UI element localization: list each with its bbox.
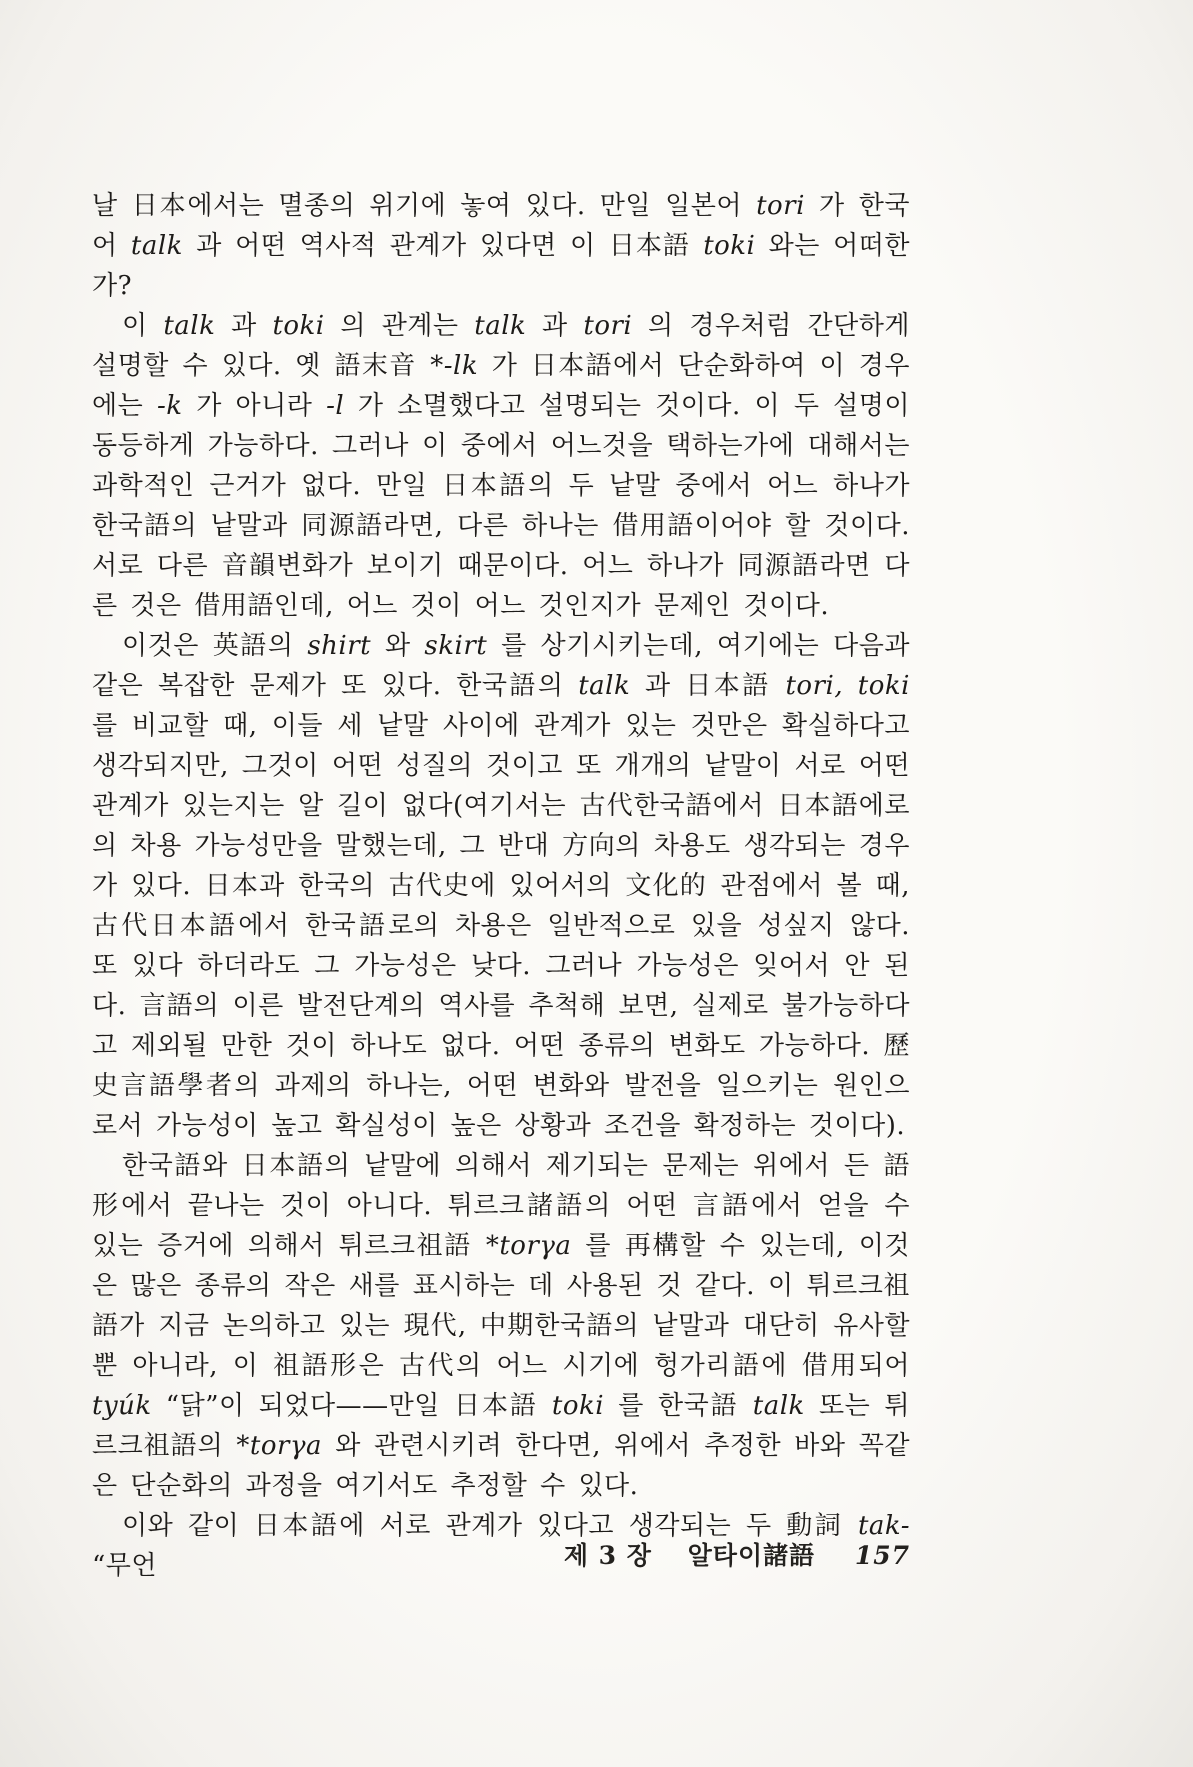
text-run: 이 <box>122 311 164 341</box>
latin-term: tak- <box>857 1511 910 1541</box>
text-run: 과 日本語 <box>630 671 786 701</box>
latin-term: *torγa <box>236 1431 322 1461</box>
latin-term: *torγa <box>485 1231 572 1261</box>
latin-term: *-lk <box>430 351 479 381</box>
latin-term: talk <box>163 311 216 341</box>
body-text <box>92 186 910 1586</box>
text-run: 가 소멸했다고 설명되는 것이다. 이 두 설명이 동등하게 가능하다. 그러나 이 중에서 어느것을 택하는가에 대해서는 과학적인 근거가 없다. 만일 日本語의 두 낱말 중에서 어느 하나가 한국語의 낱말과 同源語라면, 다른 하나는 借用語이어야 할 것이다. 서로 다른 音韻변화가 보이기 때문이다. 어느 하나가 同源語라면 다른 것은 借用語인데, 어느 것이 어느 것인지가 문제인 것이다. <box>92 391 911 621</box>
text-run: 가 한국어 <box>92 191 910 261</box>
text-run: 가 日本語에서 단순화하여 이 경우에는 <box>92 351 910 421</box>
latin-term: toki <box>272 311 325 341</box>
latin-term: toki <box>703 231 756 261</box>
text-run: 날 日本에서는 멸종의 위기에 놓여 있다. 만일 일본어 <box>92 191 757 221</box>
latin-term: skirt <box>424 631 488 661</box>
text-run: 와 <box>371 631 425 661</box>
text-run: 한국語와 日本語의 낱말에 의해서 제기되는 문제는 위에서 든 語形에서 끝나는 것이 아니다. 튀르크諸語의 어떤 言語에서 얻을 수 있는 증거에 의해서 튀르크祖語 <box>92 1151 910 1261</box>
latin-term: talk <box>752 1391 805 1421</box>
text-run: 를 비교할 때, 이들 세 낱말 사이에 관계가 있는 것만은 확실하다고 생각되지만, 그것이 어떤 성질의 것이고 또 개개의 낱말이 서로 어떤 관계가 있는지는 알 길이 없다(여기서는 古代한국語에서 日本語에로의 차용 가능성만을 말했는데, 그 반대 方向의 차용도 생각되는 경우가 있다. 日本과 한국의 古代史에 있어서의 文化的 관점에서 볼 때, 古代日本語에서 한국語로의 차용은 일반적으로 있을 성싶지 않다. 또 있다 하더라도 그 가능성은 낮다. 그러나 가능성은 잊어서 안 된다. 言語의 이른 발전단계의 역사를 추척해 보면, 실제로 불가능하다고 제외될 만한 것이 하나도 없다. 어떤 종류의 변화도 가능하다. 歷史言語學者의 과제의 하나는, 어떤 변화와 발전을 일으키는 원인으로서 가능성이 높고 확실성이 높은 상황과 조건을 확정하는 것이다). <box>92 711 910 1141</box>
paragraph <box>92 306 910 626</box>
page-footer <box>92 1536 910 1572</box>
paragraph <box>92 626 910 1146</box>
text-run: 과 <box>526 311 584 341</box>
latin-term: tori <box>756 191 805 221</box>
footer-chapter-label: 제 3 장 <box>563 1541 652 1570</box>
text-run: 를 상기시키는데, 여기에는 다음과 같은 복잡한 문제가 또 있다. 한국語의 <box>92 631 910 701</box>
text-run: 또는 튀르크祖語의 <box>92 1391 910 1461</box>
latin-term: tori <box>583 311 633 341</box>
latin-term: toki <box>551 1391 605 1421</box>
latin-term: tyúk <box>92 1391 152 1421</box>
latin-term: -k <box>156 391 183 421</box>
text-run: 와 관련시키려 한다면, 위에서 추정한 바와 꼭같은 단순화의 과정을 여기서도 추정할 수 있다. <box>92 1431 910 1501</box>
text-run: “닭”이 되었다——만일 日本語 <box>151 1391 552 1421</box>
footer-page-number: 157 <box>854 1541 910 1570</box>
text-run: 과 <box>215 311 273 341</box>
text-run: 를 한국語 <box>604 1391 753 1421</box>
latin-term: shirt <box>307 631 372 661</box>
latin-term: talk <box>474 311 527 341</box>
text-run: 과 어떤 역사적 관계가 있다면 이 日本語 <box>182 231 704 261</box>
latin-term: tori, toki <box>785 671 910 701</box>
paragraph <box>92 1146 910 1506</box>
latin-term: -l <box>326 391 345 421</box>
text-run: “무언 <box>92 1551 158 1581</box>
text-run: 와는 어떠한가? <box>92 231 910 301</box>
paragraph <box>92 186 910 306</box>
latin-term: talk <box>578 671 631 701</box>
text-run: 가 아니라 <box>182 391 327 421</box>
text-run: 를 再構할 수 있는데, 이것은 많은 종류의 작은 새를 표시하는 데 사용된 것 같다. 이 튀르크祖語가 지금 논의하고 있는 現代, 中期한국語의 낱말과 대단히 유사할 뿐 아니라, 이 祖語形은 古代의 어느 시기에 헝가리語에 借用되어 <box>92 1231 910 1381</box>
text-run: 이것은 英語의 <box>122 631 308 661</box>
text-run: 의 관계는 <box>324 311 475 341</box>
footer-section-title: 알타이諸語 <box>687 1541 816 1570</box>
text-run: 의 경우처럼 간단하게 설명할 수 있다. 옛 語末音 <box>92 311 910 381</box>
text-run: 이와 같이 日本語에 서로 관계가 있다고 생각되는 두 動詞 <box>122 1511 858 1541</box>
latin-term: talk <box>130 231 183 261</box>
